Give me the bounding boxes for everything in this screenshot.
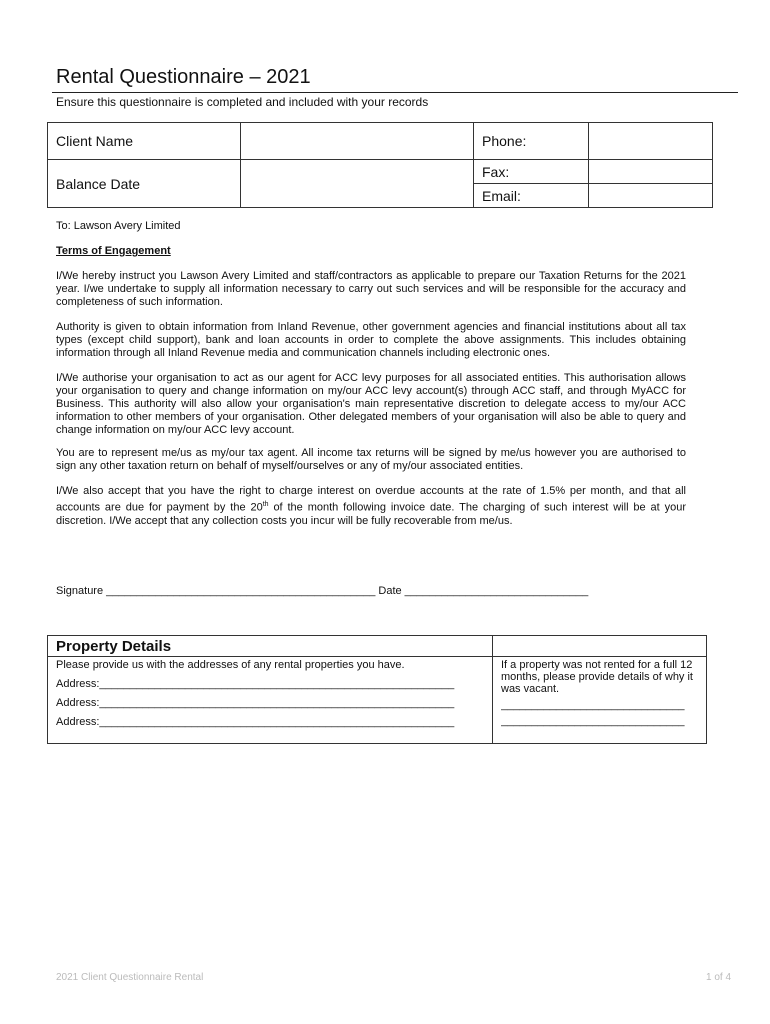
signature-line <box>56 585 588 597</box>
page-subtitle: Ensure this questionnaire is completed and included with your records <box>56 95 429 109</box>
vacancy-line-2[interactable]: ______________________________ <box>501 715 685 727</box>
fax-field[interactable] <box>589 160 713 184</box>
property-instructions: Please provide us with the addresses of any rental properties you have. <box>56 659 405 671</box>
vacancy-line-1[interactable]: ______________________________ <box>501 699 685 711</box>
footer-page-number: 1 of 4 <box>706 972 732 983</box>
para5-text-b: of the month following invoice date. The charging of such interest will be at your discretion. I/We accept that any collection costs you incur will be fully recoverable from me/us. <box>56 501 687 527</box>
email-label: Email: <box>474 184 589 208</box>
balance-date-label: Balance Date <box>48 160 241 208</box>
phone-label: Phone: <box>474 123 589 160</box>
terms-paragraph-2: Authority is given to obtain information from Inland Revenue, other government agencies and financial institutions about all tax types (except child support), bank and loan accounts in order to complete the above assignments. This includes obtaining information through all Inland Revenue media and communication channels including electronic ones. <box>56 321 686 359</box>
para5-superscript: th <box>262 501 269 508</box>
page-title: Rental Questionnaire – 2021 <box>56 66 311 88</box>
addressee-line: To: Lawson Avery Limited <box>56 220 181 232</box>
property-details-title: Property Details <box>48 636 493 657</box>
fax-label: Fax: <box>474 160 589 184</box>
terms-paragraph-1: I/We hereby instruct you Lawson Avery Limited and staff/contractors as applicable to prepare our Taxation Returns for the 2021 year. I/we undertake to supply all information necessary to carry out such services and will be responsible for the accuracy and completeness of such information. <box>56 270 686 308</box>
title-divider <box>52 92 738 93</box>
balance-date-field[interactable] <box>241 160 474 208</box>
property-vacancy-cell <box>493 657 707 744</box>
phone-field[interactable] <box>589 123 713 160</box>
terms-heading: Terms of Engagement <box>56 245 171 257</box>
property-addresses-cell <box>48 657 493 744</box>
email-field[interactable] <box>589 184 713 208</box>
footer-document-name: 2021 Client Questionnaire Rental <box>56 972 204 983</box>
para5-text-a: I/We also accept that you have the right to charge interest on overdue accounts at the rate of 1.5% per month, and that all accounts are due for payment by the 20 <box>56 485 686 514</box>
terms-paragraph-3: I/We authorise your organisation to act as our agent for ACC levy purposes for all associated entities. This authorisation allows your organisation to query and change information on my/our ACC levy account(s) through ACC staff, and through MyACC for Business. This authority will also allow your organisation's main representative discretion to delegate access to my/our ACC information to other members of your organisation. Other delegated members of your organisation will also be able to query and change information on my/our ACC levy account. <box>56 372 686 436</box>
vacancy-note: If a property was not rented for a full 12 months, please provide details of why it was vacant. <box>501 659 693 695</box>
address-line-1[interactable]: Address:__________________________________________________________ <box>56 678 455 690</box>
signature-field[interactable]: Signature ____________________________________________ <box>56 585 376 597</box>
property-details-table <box>47 635 707 744</box>
client-details-table <box>47 122 713 208</box>
client-name-label: Client Name <box>48 123 241 160</box>
client-name-field[interactable] <box>241 123 474 160</box>
address-line-3[interactable]: Address:__________________________________________________________ <box>56 716 455 728</box>
terms-paragraph-4: You are to represent me/us as my/our tax agent. All income tax returns will be signed by me/us however you are authorised to sign any other taxation return on behalf of myself/ourselves or any of my/our associated entities. <box>56 447 686 472</box>
terms-paragraph-5 <box>56 485 686 528</box>
date-field[interactable]: Date ______________________________ <box>378 585 589 597</box>
property-header-right <box>493 636 707 657</box>
address-line-2[interactable]: Address:__________________________________________________________ <box>56 697 455 709</box>
